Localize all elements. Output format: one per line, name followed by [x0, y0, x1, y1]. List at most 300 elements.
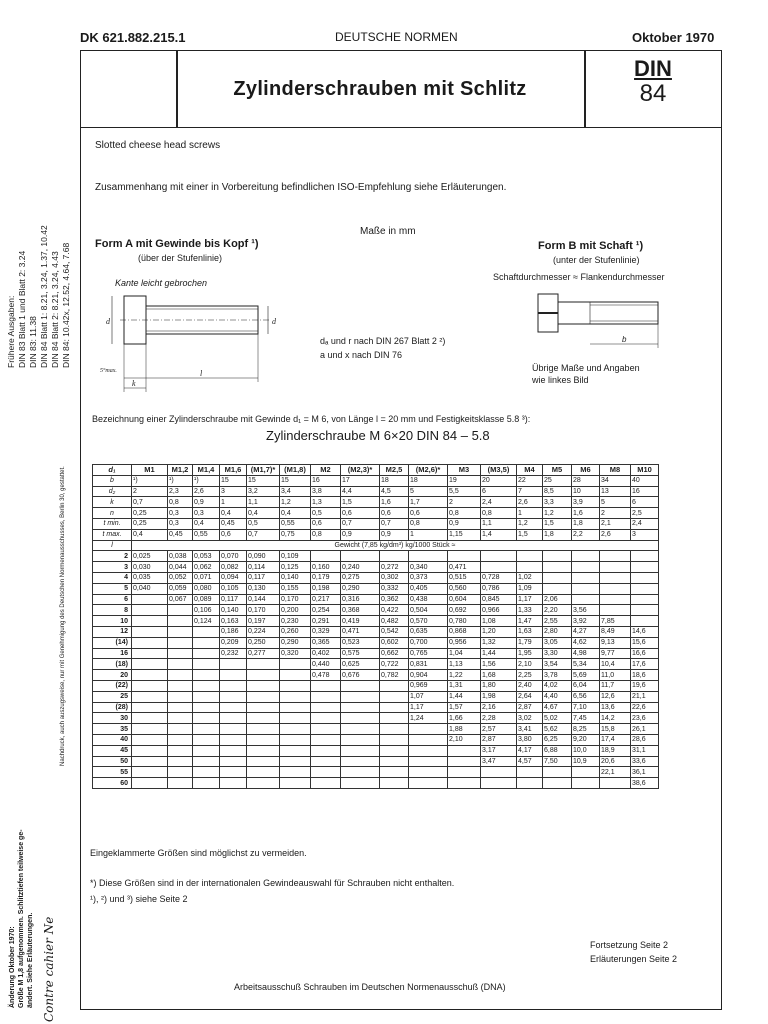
weight-cell: 1,13 — [448, 659, 481, 670]
table-cell: 0,75 — [280, 529, 311, 540]
header-size: M6 — [572, 465, 600, 476]
weight-cell: 1,95 — [517, 648, 543, 659]
length-cell: 60 — [93, 778, 132, 789]
length-cell: 10 — [93, 616, 132, 627]
weight-cell — [193, 734, 220, 745]
weight-cell — [168, 702, 193, 713]
length-label: l — [93, 540, 132, 551]
table-row — [93, 572, 659, 583]
weight-cell — [193, 670, 220, 681]
length-cell: (14) — [93, 637, 132, 648]
length-cell: (22) — [93, 680, 132, 691]
weight-cell: 2,55 — [543, 616, 572, 627]
weight-cell — [380, 702, 409, 713]
weight-cell: 0,140 — [220, 605, 247, 616]
table-cell: 2,4 — [631, 518, 659, 529]
weight-cell — [220, 724, 247, 735]
continuation-2: Erläuterungen Seite 2 — [590, 954, 678, 964]
weight-cell — [341, 734, 380, 745]
row-label: t min. — [93, 518, 132, 529]
weight-cell — [168, 756, 193, 767]
weight-cell: 1,66 — [448, 713, 481, 724]
weight-cell — [409, 724, 448, 735]
weight-cell: 6,88 — [543, 745, 572, 756]
weight-cell: 1,79 — [517, 637, 543, 648]
form-a-ref1: dₐ und r nach DIN 267 Blatt 2 ²) — [320, 336, 446, 346]
weight-cell: 0,438 — [409, 594, 448, 605]
table-cell: 16 — [631, 486, 659, 497]
footnote-bracket: Eingeklammerte Größen sind möglichst zu vermeiden. — [90, 848, 307, 858]
weight-cell — [247, 767, 280, 778]
table-cell: 0,9 — [380, 529, 409, 540]
weight-cell — [247, 756, 280, 767]
weight-cell — [220, 778, 247, 789]
table-row — [93, 745, 659, 756]
weight-cell: 0,320 — [280, 648, 311, 659]
weight-cell: 0,232 — [220, 648, 247, 659]
svg-text:d: d — [272, 317, 276, 326]
weight-cell: 1,09 — [517, 583, 543, 594]
table-cell: 13 — [600, 486, 631, 497]
weight-cell: 0,575 — [341, 648, 380, 659]
weight-cell: 0,362 — [380, 594, 409, 605]
form-a-drawing — [100, 288, 280, 403]
weight-cell — [543, 583, 572, 594]
weight-cell — [132, 767, 168, 778]
table-cell: 1,1 — [247, 497, 280, 508]
weight-cell — [448, 756, 481, 767]
weight-cell: 7,45 — [572, 713, 600, 724]
weight-cell — [247, 659, 280, 670]
weight-cell: 0,831 — [409, 659, 448, 670]
table-cell: 3 — [631, 529, 659, 540]
weight-cell: 2,20 — [543, 605, 572, 616]
weight-cell — [600, 605, 631, 616]
weight-cell — [168, 659, 193, 670]
weight-cell: 2,10 — [448, 734, 481, 745]
length-cell: 16 — [93, 648, 132, 659]
table-cell: 19 — [448, 475, 481, 486]
weight-cell — [220, 767, 247, 778]
weight-cell: 0,144 — [247, 594, 280, 605]
weight-cell: 1,32 — [481, 637, 517, 648]
weight-cell: 1,56 — [481, 659, 517, 670]
weight-cell: 0,482 — [380, 616, 409, 627]
weight-cell: 0,062 — [193, 562, 220, 573]
table-cell: 1,7 — [409, 497, 448, 508]
table-cell: 0,7 — [247, 529, 280, 540]
weight-cell: 0,365 — [311, 637, 341, 648]
svg-text:d: d — [106, 317, 110, 326]
weight-cell — [448, 778, 481, 789]
weight-cell: 0,230 — [280, 616, 311, 627]
table-cell: 1,6 — [572, 508, 600, 519]
table-cell: 10 — [572, 486, 600, 497]
weight-cell — [132, 637, 168, 648]
weight-cell — [631, 551, 659, 562]
weight-cell: 5,34 — [572, 659, 600, 670]
weight-cell — [168, 745, 193, 756]
weight-cell — [600, 594, 631, 605]
weight-cell: 1,98 — [481, 691, 517, 702]
weight-cell — [600, 551, 631, 562]
weight-cell: 1,31 — [448, 680, 481, 691]
table-cell: 2,6 — [517, 497, 543, 508]
weight-cell: 2,64 — [517, 691, 543, 702]
weight-cell: 0,780 — [448, 616, 481, 627]
row-label: n — [93, 508, 132, 519]
weight-cell: 4,98 — [572, 648, 600, 659]
weight-cell — [247, 691, 280, 702]
weight-cell: 16,6 — [631, 648, 659, 659]
svg-text:b: b — [622, 335, 627, 344]
weight-cell: 10,4 — [600, 659, 631, 670]
weight-cell: 0,163 — [220, 616, 247, 627]
weight-cell — [448, 767, 481, 778]
table-row — [93, 648, 659, 659]
weight-cell — [380, 691, 409, 702]
weight-cell: 3,78 — [543, 670, 572, 681]
form-a-title: Form A mit Gewinde bis Kopf ¹) — [95, 238, 259, 250]
row-label: t max. — [93, 529, 132, 540]
weight-cell: 2,10 — [517, 659, 543, 670]
weight-cell: 3,05 — [543, 637, 572, 648]
length-cell: 2 — [93, 551, 132, 562]
weight-cell — [220, 659, 247, 670]
row-label: b — [93, 475, 132, 486]
weight-cell — [193, 745, 220, 756]
table-cell: 2,1 — [600, 518, 631, 529]
weight-cell — [380, 778, 409, 789]
weight-cell — [280, 734, 311, 745]
weight-cell — [380, 680, 409, 691]
weight-cell: 0,316 — [341, 594, 380, 605]
weight-cell — [193, 659, 220, 670]
weight-cell: 1,02 — [517, 572, 543, 583]
weight-cell — [448, 745, 481, 756]
weight-cell — [311, 551, 341, 562]
weight-cell: 22,1 — [600, 767, 631, 778]
weight-cell — [409, 767, 448, 778]
table-cell: 2,5 — [631, 508, 659, 519]
table-cell: 1 — [220, 497, 247, 508]
weight-cell — [380, 745, 409, 756]
weight-cell: 15,6 — [631, 637, 659, 648]
table-cell: 0,8 — [448, 508, 481, 519]
table-cell: 0,4 — [247, 508, 280, 519]
table-cell: 0,5 — [311, 508, 341, 519]
weight-cell — [168, 616, 193, 627]
weight-cell — [168, 767, 193, 778]
table-cell: 1,1 — [481, 518, 517, 529]
length-cell: 35 — [93, 724, 132, 735]
weight-cell — [280, 691, 311, 702]
weight-cell: 0,197 — [247, 616, 280, 627]
weight-cell: 3,56 — [572, 605, 600, 616]
weight-cell: 0,340 — [409, 562, 448, 573]
table-row — [93, 626, 659, 637]
weight-cell — [380, 734, 409, 745]
form-b-sub: (unter der Stufenlinie) — [553, 255, 640, 265]
table-cell: 18 — [409, 475, 448, 486]
table-cell: 0,7 — [380, 518, 409, 529]
weight-cell — [132, 734, 168, 745]
weight-cell: 14,2 — [600, 713, 631, 724]
weight-cell — [572, 572, 600, 583]
table-cell: ¹) — [168, 475, 193, 486]
weight-cell: 0,170 — [247, 605, 280, 616]
weight-cell — [341, 551, 380, 562]
header-size: M8 — [600, 465, 631, 476]
committee: Arbeitsausschuß Schrauben im Deutschen Normenausschuß (DNA) — [234, 982, 506, 992]
table-row — [93, 702, 659, 713]
weight-cell: 10,9 — [572, 756, 600, 767]
weight-cell: 0,471 — [448, 562, 481, 573]
weight-cell: 6,04 — [572, 680, 600, 691]
weight-cell — [341, 724, 380, 735]
weight-cell: 0,070 — [220, 551, 247, 562]
table-header-row — [93, 465, 659, 476]
weight-cell — [341, 756, 380, 767]
weight-cell — [193, 648, 220, 659]
units-label: Maße in mm — [360, 226, 416, 237]
table-cell: 34 — [600, 475, 631, 486]
weight-cell — [247, 702, 280, 713]
weight-cell: 0,602 — [380, 637, 409, 648]
weight-cell: 0,765 — [409, 648, 448, 659]
iso-note: Zusammenhang mit einer in Vorbereitung befindlichen ISO-Empfehlung siehe Erläuterungen. — [95, 182, 507, 193]
weight-cell: 0,471 — [341, 626, 380, 637]
weight-cell — [380, 551, 409, 562]
designation-text: Bezeichnung einer Zylinderschraube mit Gewinde d₁ = M 6, von Länge l = 20 mm und Festigkeitsklasse 5.8 ³): — [92, 414, 531, 424]
weight-cell: 0,845 — [481, 594, 517, 605]
table-cell: 2,6 — [600, 529, 631, 540]
weight-cell: 0,025 — [132, 551, 168, 562]
weight-cell: 7,50 — [543, 756, 572, 767]
header-size: M1,4 — [193, 465, 220, 476]
table-cell: 18 — [380, 475, 409, 486]
length-cell: 55 — [93, 767, 132, 778]
length-cell: 5 — [93, 583, 132, 594]
weight-cell — [220, 691, 247, 702]
weight-cell — [132, 724, 168, 735]
table-cell: 7 — [517, 486, 543, 497]
weight-cell — [311, 767, 341, 778]
weight-cell — [193, 724, 220, 735]
weight-cell — [168, 670, 193, 681]
table-row — [93, 724, 659, 735]
weight-cell: 0,277 — [247, 648, 280, 659]
weight-cell: 0,090 — [247, 551, 280, 562]
weight-cell — [168, 605, 193, 616]
table-cell: 1,2 — [543, 508, 572, 519]
weight-cell: 7,10 — [572, 702, 600, 713]
weight-cell — [481, 551, 517, 562]
weight-cell: 0,071 — [193, 572, 220, 583]
weight-cell — [280, 756, 311, 767]
weight-cell: 1,17 — [409, 702, 448, 713]
weight-cell: 4,17 — [517, 745, 543, 756]
weight-cell — [311, 724, 341, 735]
weight-cell: 17,6 — [631, 659, 659, 670]
weight-cell — [168, 778, 193, 789]
table-cell: 1,15 — [448, 529, 481, 540]
weight-cell: 3,30 — [543, 648, 572, 659]
table-cell: 0,6 — [380, 508, 409, 519]
table-row — [93, 475, 659, 486]
edge-note: Kante leicht gebrochen — [115, 278, 208, 288]
table-cell: 0,9 — [448, 518, 481, 529]
weight-cell: 28,6 — [631, 734, 659, 745]
weight-cell: 0,786 — [481, 583, 517, 594]
table-cell: 0,7 — [132, 497, 168, 508]
table-cell: 0,45 — [168, 529, 193, 540]
table-cell: 0,9 — [193, 497, 220, 508]
weight-cell: 0,140 — [280, 572, 311, 583]
table-cell: 0,4 — [280, 508, 311, 519]
weight-cell: 0,625 — [341, 659, 380, 670]
table-cell: 15 — [220, 475, 247, 486]
table-row — [93, 529, 659, 540]
length-cell: 30 — [93, 713, 132, 724]
weight-cell — [311, 713, 341, 724]
table-row — [93, 518, 659, 529]
weight-cell — [341, 713, 380, 724]
weight-cell — [220, 680, 247, 691]
weight-cell — [132, 702, 168, 713]
weight-cell: 0,209 — [220, 637, 247, 648]
weight-cell: 1,04 — [448, 648, 481, 659]
table-cell: 28 — [572, 475, 600, 486]
weight-cell: 3,92 — [572, 616, 600, 627]
weight-cell: 2,87 — [517, 702, 543, 713]
weight-cell: 0,198 — [311, 583, 341, 594]
weight-cell: 0,040 — [132, 583, 168, 594]
designation-example: Zylinderschraube M 6×20 DIN 84 – 5.8 — [266, 428, 490, 443]
table-cell: 17 — [341, 475, 380, 486]
table-cell: 2,3 — [168, 486, 193, 497]
weight-cell: 9,20 — [572, 734, 600, 745]
weight-cell: 0,560 — [448, 583, 481, 594]
weight-cell — [220, 756, 247, 767]
weight-cell: 0,604 — [448, 594, 481, 605]
table-cell: 0,55 — [193, 529, 220, 540]
weight-header-row — [93, 540, 659, 551]
length-cell: 25 — [93, 691, 132, 702]
table-cell: 5 — [409, 486, 448, 497]
length-cell: 8 — [93, 605, 132, 616]
form-b-drawing — [530, 288, 670, 358]
weight-cell: 0,059 — [168, 583, 193, 594]
weight-cell — [517, 767, 543, 778]
table-cell: 0,8 — [168, 497, 193, 508]
length-cell: 40 — [93, 734, 132, 745]
table-cell: 20 — [481, 475, 517, 486]
weight-cell — [168, 724, 193, 735]
weight-cell: 1,08 — [481, 616, 517, 627]
weight-cell: 19,6 — [631, 680, 659, 691]
table-cell: 3,2 — [247, 486, 280, 497]
weight-cell: 26,1 — [631, 724, 659, 735]
weight-cell — [220, 702, 247, 713]
weight-cell: 0,067 — [168, 594, 193, 605]
table-cell: 0,4 — [193, 518, 220, 529]
din-label: DIN — [634, 56, 672, 81]
weight-cell: 15,8 — [600, 724, 631, 735]
length-cell: 50 — [93, 756, 132, 767]
length-cell: 3 — [93, 562, 132, 573]
weight-cell: 0,692 — [448, 605, 481, 616]
weight-cell — [517, 562, 543, 573]
weight-cell: 0,373 — [409, 572, 448, 583]
weight-cell: 8,25 — [572, 724, 600, 735]
weight-cell — [280, 659, 311, 670]
weight-cell: 0,179 — [311, 572, 341, 583]
weight-cell — [311, 734, 341, 745]
table-row — [93, 670, 659, 681]
weight-cell — [481, 767, 517, 778]
weight-cell — [220, 670, 247, 681]
weight-cell: 11,7 — [600, 680, 631, 691]
weight-cell — [572, 583, 600, 594]
weight-cell — [280, 713, 311, 724]
table-row — [93, 508, 659, 519]
table-cell: 1,3 — [311, 497, 341, 508]
table-cell: 1 — [409, 529, 448, 540]
weight-cell: 0,124 — [193, 616, 220, 627]
length-cell: 12 — [93, 626, 132, 637]
weight-cell — [543, 562, 572, 573]
weight-cell: 0,117 — [220, 594, 247, 605]
length-cell: 20 — [93, 670, 132, 681]
weight-cell: 7,85 — [600, 616, 631, 627]
weight-cell: 0,254 — [311, 605, 341, 616]
table-row — [93, 486, 659, 497]
weight-cell — [132, 680, 168, 691]
table-cell: ¹) — [132, 475, 168, 486]
length-cell: (18) — [93, 659, 132, 670]
table-cell: 4,4 — [341, 486, 380, 497]
weight-cell: 0,109 — [280, 551, 311, 562]
table-cell: 2 — [600, 508, 631, 519]
weight-cell — [193, 756, 220, 767]
weight-cell: 0,728 — [481, 572, 517, 583]
weight-cell: 0,904 — [409, 670, 448, 681]
form-b-note1: Übrige Maße und Angaben — [532, 363, 640, 373]
weight-cell — [220, 734, 247, 745]
weight-cell: 1,07 — [409, 691, 448, 702]
weight-cell — [517, 551, 543, 562]
table-cell: 8,5 — [543, 486, 572, 497]
table-cell: 3,4 — [280, 486, 311, 497]
weight-cell: 2,87 — [481, 734, 517, 745]
weight-cell — [311, 702, 341, 713]
weight-cell: 0,275 — [341, 572, 380, 583]
weight-cell: 1,22 — [448, 670, 481, 681]
table-cell: 2 — [132, 486, 168, 497]
weight-cell: 0,250 — [247, 637, 280, 648]
weight-cell: 0,044 — [168, 562, 193, 573]
row-label: d₂ — [93, 486, 132, 497]
header-size: M5 — [543, 465, 572, 476]
footnote-refs: ¹), ²) und ³) siehe Seite 2 — [90, 894, 188, 904]
weight-cell — [220, 713, 247, 724]
weight-cell — [572, 594, 600, 605]
header-size: M1,2 — [168, 465, 193, 476]
weight-cell: 3,02 — [517, 713, 543, 724]
weight-cell: 8,49 — [600, 626, 631, 637]
weight-cell: 33,6 — [631, 756, 659, 767]
